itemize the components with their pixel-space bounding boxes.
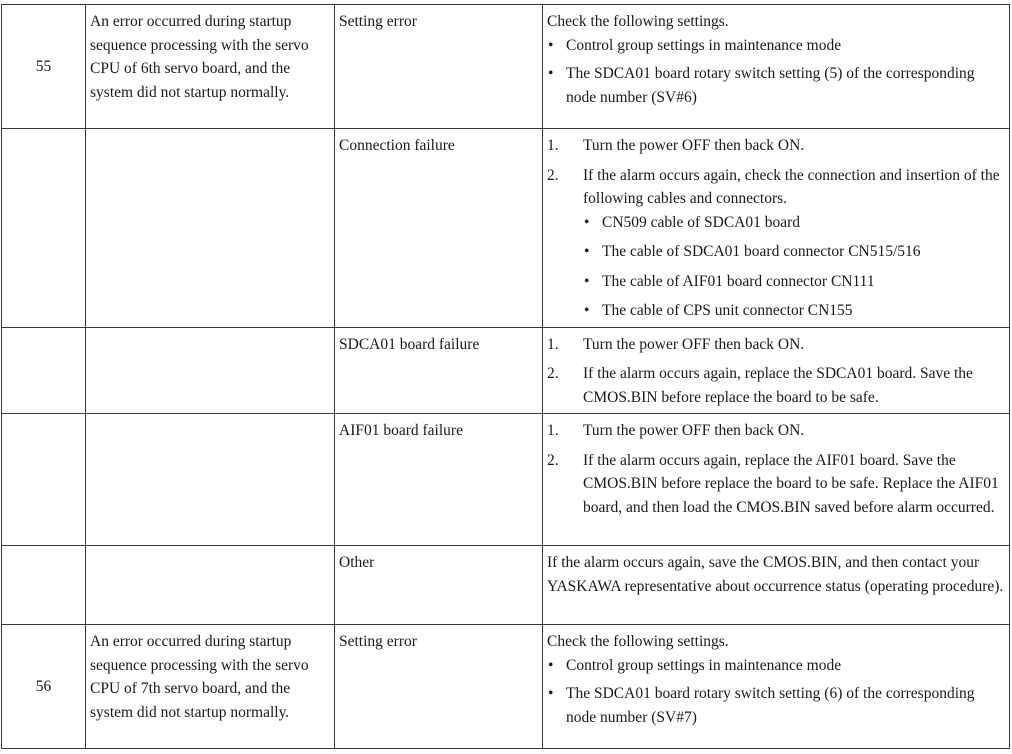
table-row — [2, 546, 1010, 625]
step-item — [547, 164, 1005, 211]
remedy-intro: Check the following settings. — [547, 633, 729, 650]
list-item — [583, 270, 1005, 294]
failure-type-cell — [335, 5, 543, 129]
alarm-number: 56 — [35, 678, 52, 695]
failure-type: Connection failure — [339, 137, 455, 154]
remedy-cell — [543, 5, 1010, 129]
cause-cell — [86, 5, 335, 129]
step-number: 2. — [547, 365, 559, 382]
bullet-marker: • — [584, 272, 590, 290]
alarm-number-cell — [2, 546, 86, 625]
list-item — [547, 62, 1005, 109]
failure-type: AIF01 board failure — [339, 422, 463, 439]
remedy-cell — [543, 414, 1010, 546]
cause-cell — [86, 414, 335, 546]
step-text: Turn the power OFF then back ON. — [583, 335, 805, 353]
remedy-cell — [543, 625, 1010, 749]
list-item — [547, 654, 1005, 678]
table-row — [2, 129, 1010, 328]
step-text: If the alarm occurs again, check the connection and insertion of the following cables and connectors. — [583, 166, 1000, 207]
failure-type-cell — [335, 414, 543, 546]
step-text: Turn the power OFF then back ON. — [583, 422, 805, 439]
list-item-text: The cable of SDCA01 board connector CN515/516 — [602, 243, 921, 260]
table-row — [2, 5, 1010, 129]
step-text: If the alarm occurs again, replace the SDCA01 board. Save the CMOS.BIN before replace the board to be safe. — [583, 365, 973, 406]
bullet-marker: • — [584, 302, 590, 319]
alarm-table — [1, 4, 1010, 749]
alarm-number: 55 — [35, 58, 52, 75]
step-item — [547, 449, 1005, 520]
alarm-number-cell — [2, 625, 86, 749]
cause-cell — [86, 625, 335, 749]
list-item — [583, 211, 1005, 235]
step-number: 1. — [547, 335, 559, 353]
step-item — [547, 362, 1005, 409]
bullet-marker: • — [584, 213, 590, 231]
cause-cell — [86, 129, 335, 328]
list-item-text: The cable of AIF01 board connector CN111 — [602, 272, 875, 290]
list-item — [547, 682, 1005, 729]
failure-type: Setting error — [339, 633, 417, 650]
failure-type-cell — [335, 327, 543, 414]
step-number: 1. — [547, 422, 559, 439]
cause-cell — [86, 327, 335, 414]
alarm-number-cell — [2, 129, 86, 328]
step-number: 1. — [547, 137, 559, 154]
list-item-text: Control group settings in maintenance mode — [566, 656, 842, 674]
list-item-text: The cable of CPS unit connector CN155 — [602, 302, 853, 319]
remedy-text: If the alarm occurs again, save the CMOS.BIN, and then contact your YASKAWA representative about occurrence status (operating procedure). — [547, 554, 1004, 595]
table-row — [2, 414, 1010, 546]
cause-text: An error occurred during startup sequence processing with the servo CPU of 7th servo board, and the system did not startup normally. — [90, 633, 309, 721]
failure-type: Setting error — [339, 13, 417, 30]
step-item — [547, 419, 1005, 443]
step-text: Turn the power OFF then back ON. — [583, 137, 805, 154]
step-number: 2. — [547, 166, 559, 184]
failure-type: Other — [339, 554, 375, 571]
failure-type-cell — [335, 129, 543, 328]
step-number: 2. — [547, 451, 559, 469]
step-item — [547, 134, 1005, 158]
table-row — [2, 327, 1010, 414]
list-item — [583, 240, 1005, 264]
remedy-intro: Check the following settings. — [547, 13, 729, 30]
alarm-number-cell — [2, 5, 86, 129]
bullet-marker: • — [548, 656, 554, 674]
list-item-text: The SDCA01 board rotary switch setting (5) of the corresponding node number (SV#6) — [566, 65, 975, 106]
step-text: If the alarm occurs again, replace the AIF01 board. Save the CMOS.BIN before replace the board to be safe. Replace the AIF01 board, and then load the CMOS.BIN saved before alarm occurred. — [583, 451, 999, 516]
list-item — [547, 34, 1005, 58]
remedy-cell — [543, 546, 1010, 625]
failure-type-cell — [335, 546, 543, 625]
list-item-text: CN509 cable of SDCA01 board — [602, 213, 801, 231]
remedy-cell — [543, 327, 1010, 414]
alarm-number-cell — [2, 414, 86, 546]
list-item-text: The SDCA01 board rotary switch setting (6) of the corresponding node number (SV#7) — [566, 685, 975, 726]
bullet-marker: • — [548, 685, 554, 702]
failure-type-cell — [335, 625, 543, 749]
list-item-text: Control group settings in maintenance mode — [566, 36, 842, 54]
failure-type: SDCA01 board failure — [339, 335, 480, 353]
cause-cell — [86, 546, 335, 625]
bullet-marker: • — [548, 65, 554, 82]
sub-list — [583, 211, 1005, 323]
list-item — [583, 299, 1005, 323]
bullet-marker: • — [548, 36, 554, 54]
table-row — [2, 625, 1010, 749]
bullet-marker: • — [584, 243, 590, 260]
step-item — [547, 333, 1005, 357]
remedy-cell — [543, 129, 1010, 328]
cause-text: An error occurred during startup sequence processing with the servo CPU of 6th servo board, and the system did not startup normally. — [90, 13, 309, 101]
alarm-number-cell — [2, 327, 86, 414]
